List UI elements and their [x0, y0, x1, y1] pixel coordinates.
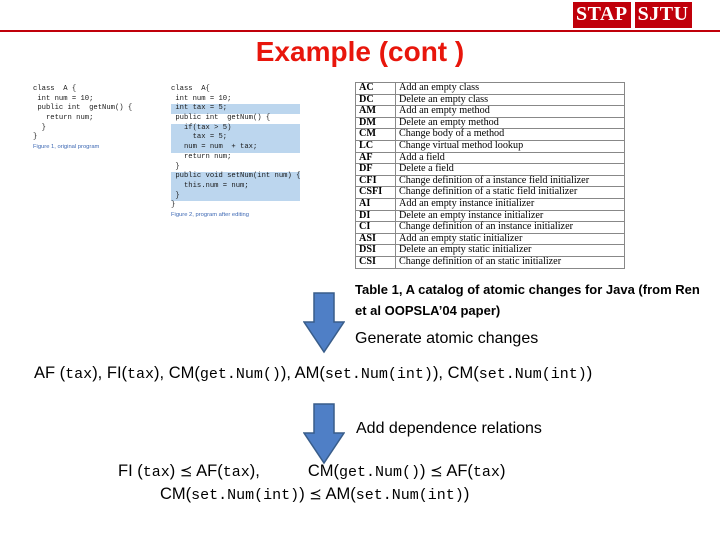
- table-row: [356, 83, 625, 95]
- change-code-cell: CSI: [356, 256, 396, 268]
- slide-title: Example (cont ): [255, 36, 465, 67]
- table-row: [356, 233, 625, 245]
- table-row: [356, 187, 625, 199]
- code-line: }: [33, 133, 38, 142]
- change-description-cell: Delete an empty class: [396, 94, 625, 106]
- change-description-cell: Delete an empty static initializer: [396, 245, 625, 257]
- down-arrow-icon: [303, 403, 345, 465]
- change-description-cell: Delete an empty method: [396, 117, 625, 129]
- table-row: [356, 175, 625, 187]
- change-description-cell: Add an empty method: [396, 106, 625, 118]
- change-description-cell: Add an empty class: [396, 83, 625, 95]
- code-line: class A{: [171, 85, 210, 93]
- change-code-cell: ASI: [356, 233, 396, 245]
- logo-sjtu: SJTU: [635, 2, 692, 28]
- change-code-cell: CM: [356, 129, 396, 141]
- change-code-cell: DF: [356, 164, 396, 176]
- change-code-cell: AM: [356, 106, 396, 118]
- table-row: [356, 94, 625, 106]
- table-row: [356, 164, 625, 176]
- figure-caption: Figure 1, original program: [33, 144, 100, 151]
- change-description-cell: Delete an empty instance initializer: [396, 210, 625, 222]
- precedes-symbol: ⪯: [309, 486, 322, 503]
- change-code-cell: DSI: [356, 245, 396, 257]
- change-description-cell: Add an empty static initializer: [396, 233, 625, 245]
- table-row: [356, 198, 625, 210]
- precedes-symbol: ⪯: [430, 463, 443, 480]
- change-code-cell: AC: [356, 83, 396, 95]
- change-code-cell: AI: [356, 198, 396, 210]
- change-cm-setnum: CM(set.Num(int)): [447, 364, 593, 383]
- change-description-cell: Change definition of a static field initializer: [396, 187, 625, 199]
- table-row: [356, 117, 625, 129]
- code-line: return num;: [171, 152, 232, 161]
- table-row: [356, 152, 625, 164]
- code-line: return num;: [33, 114, 94, 123]
- change-code-cell: LC: [356, 140, 396, 152]
- change-description-cell: Change virtual method lookup: [396, 140, 625, 152]
- table-row: [356, 222, 625, 234]
- code-line: num = num + tax;: [171, 143, 300, 153]
- edited-program-code: [171, 85, 300, 221]
- change-description-cell: Change definition of a instance field initializer: [396, 175, 625, 187]
- figure-caption: Figure 2, program after editing: [171, 211, 249, 218]
- table-row: [356, 106, 625, 118]
- code-line: this.num = num;: [171, 182, 300, 192]
- code-line: tax = 5;: [171, 133, 300, 143]
- change-description-cell: Add a field: [396, 152, 625, 164]
- change-code-cell: CI: [356, 222, 396, 234]
- dependence-relations-line-2: CM(set.Num(int)) ⪯ AM(set.Num(int)): [160, 485, 470, 504]
- change-code-cell: DM: [356, 117, 396, 129]
- code-line: public int getNum() {: [33, 104, 133, 113]
- change-code-cell: CSFI: [356, 187, 396, 199]
- table-row: [356, 140, 625, 152]
- change-description-cell: Delete a field: [396, 164, 625, 176]
- code-line: if(tax > 5): [171, 124, 300, 134]
- change-fi: FI(tax),: [106, 364, 169, 383]
- change-code-cell: DI: [356, 210, 396, 222]
- logo-stap: STAP: [573, 2, 631, 28]
- change-description-cell: Change definition of an instance initializer: [396, 222, 625, 234]
- change-code-cell: CFI: [356, 175, 396, 187]
- change-description-cell: Add an empty instance initializer: [396, 198, 625, 210]
- code-line: }: [171, 162, 180, 171]
- table-row: [356, 210, 625, 222]
- atomic-changes-list: [34, 364, 592, 383]
- change-code-cell: AF: [356, 152, 396, 164]
- code-line: int num = 10;: [33, 94, 94, 103]
- table-row: [356, 129, 625, 141]
- code-line: class A {: [33, 85, 77, 93]
- change-cm-getnum: CM(get.Num()),: [168, 364, 295, 383]
- step-generate-label: Generate atomic changes: [355, 330, 539, 347]
- code-line: }: [33, 123, 46, 132]
- code-line: public int getNum() {: [171, 114, 271, 123]
- code-line: }: [171, 192, 300, 202]
- original-program-code: [33, 85, 132, 153]
- code-line: public void setNum(int num) {: [171, 172, 301, 181]
- table-row: [356, 245, 625, 257]
- stap-sjtu-logo: [573, 2, 692, 28]
- code-line: }: [171, 201, 176, 210]
- header-rule: [0, 30, 720, 32]
- dependence-relations-line-1: FI (tax) ⪯ AF(tax), CM(get.Num()) ⪯ AF(tax): [118, 462, 506, 481]
- table-row: [356, 256, 625, 268]
- code-line: int num = 10;: [171, 94, 232, 103]
- change-af: AF (tax),: [34, 364, 107, 383]
- change-am-setnum: AM(set.Num(int)),: [294, 364, 448, 383]
- atomic-change-catalog-table: [355, 82, 625, 269]
- change-code-cell: DC: [356, 94, 396, 106]
- table-caption: Table 1, A catalog of atomic changes for Java (from Ren et al OOPSLA’04 paper): [355, 282, 700, 318]
- code-line: int tax = 5;: [171, 104, 300, 114]
- precedes-symbol: ⪯: [179, 463, 193, 480]
- change-description-cell: Change definition of an static initializer: [396, 256, 625, 268]
- down-arrow-icon: [303, 292, 345, 354]
- step-dependence-label: Add dependence relations: [356, 420, 542, 437]
- change-description-cell: Change body of a method: [396, 129, 625, 141]
